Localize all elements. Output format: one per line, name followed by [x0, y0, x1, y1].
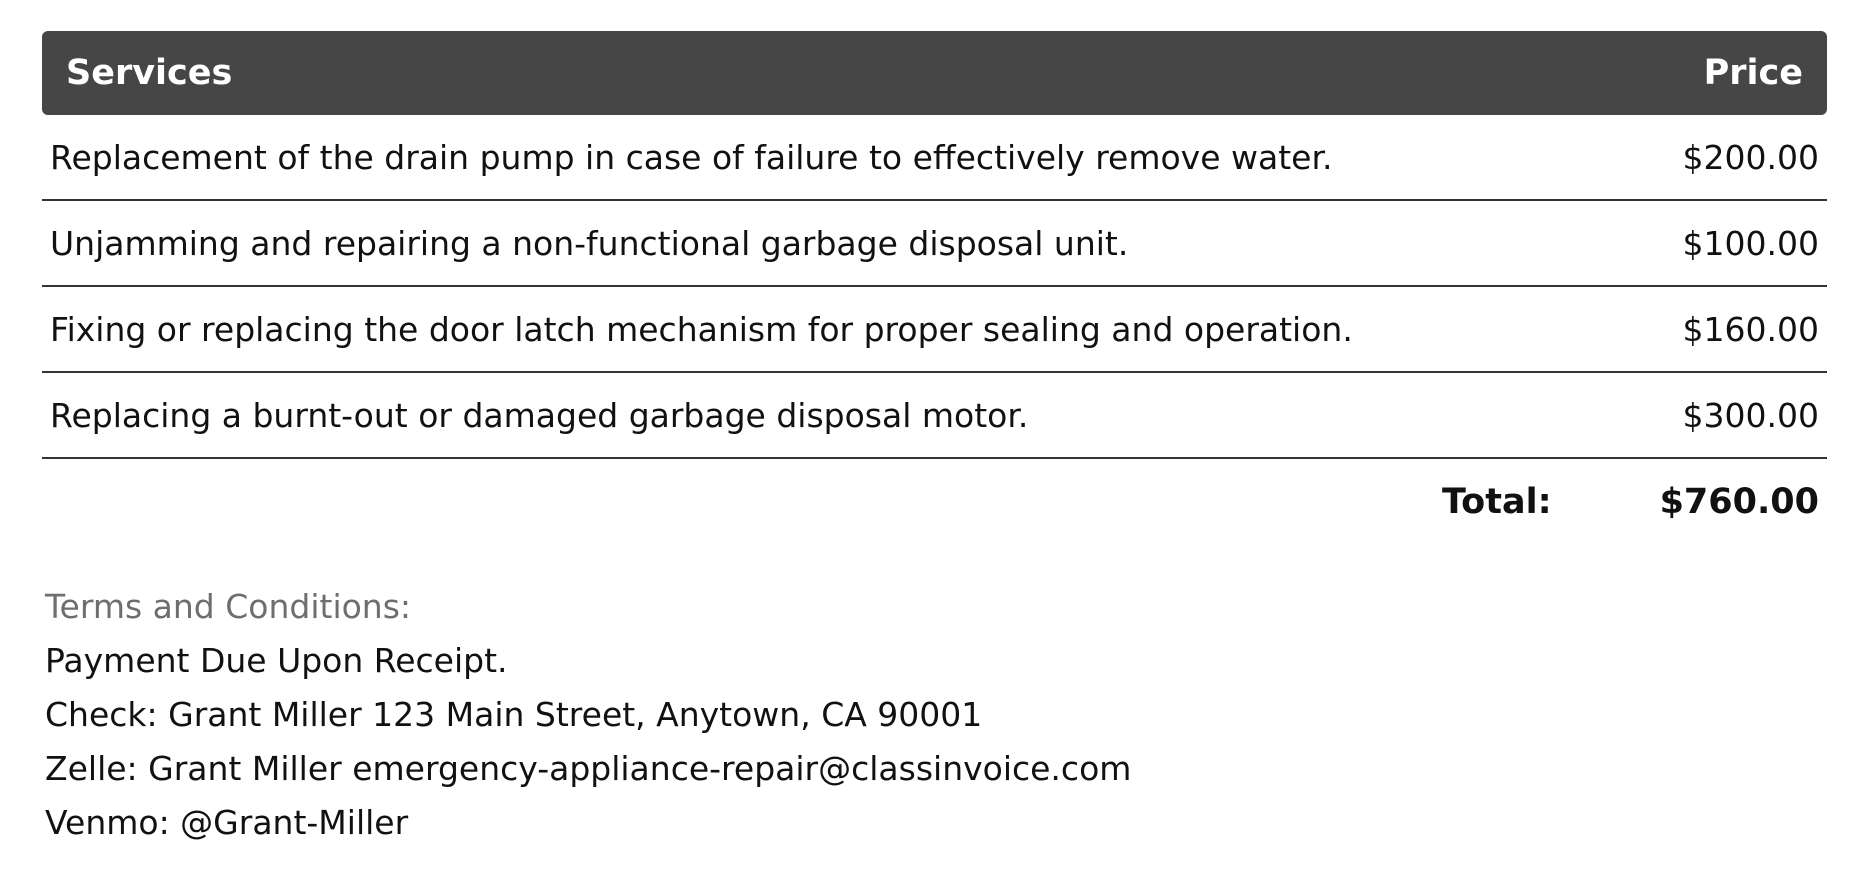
- table-row: [42, 115, 1827, 201]
- service-description: Replacement of the drain pump in case of failure to effectively remove water.: [50, 137, 1333, 177]
- services-table: [42, 31, 1827, 545]
- price-column-header: Price: [1703, 53, 1803, 93]
- table-row: [42, 201, 1827, 287]
- check-payment-line: Check: Grant Miller 123 Main Street, Anytown, CA 90001: [45, 695, 983, 734]
- table-header: [42, 31, 1827, 115]
- zelle-payment-line: Zelle: Grant Miller emergency-appliance-repair@classinvoice.com: [45, 749, 1132, 788]
- service-price: $200.00: [1682, 137, 1819, 177]
- service-description: Replacing a burnt-out or damaged garbage disposal motor.: [50, 395, 1029, 435]
- service-description: Unjamming and repairing a non-functional garbage disposal unit.: [50, 223, 1129, 263]
- terms-title: Terms and Conditions:: [45, 587, 412, 626]
- service-price: $100.00: [1682, 223, 1819, 263]
- service-price: $300.00: [1682, 395, 1819, 435]
- terms-and-conditions: [45, 580, 1131, 850]
- venmo-payment-line: Venmo: @Grant-Miller: [45, 803, 409, 842]
- table-row: [42, 287, 1827, 373]
- service-description: Fixing or replacing the door latch mechanism for proper sealing and operation.: [50, 309, 1353, 349]
- total-label: Total:: [1441, 482, 1552, 522]
- total-row: [42, 459, 1827, 545]
- service-price: $160.00: [1682, 309, 1819, 349]
- table-row: [42, 373, 1827, 459]
- services-column-header: Services: [66, 53, 233, 93]
- payment-due-line: Payment Due Upon Receipt.: [45, 641, 508, 680]
- total-value: $760.00: [1659, 482, 1819, 522]
